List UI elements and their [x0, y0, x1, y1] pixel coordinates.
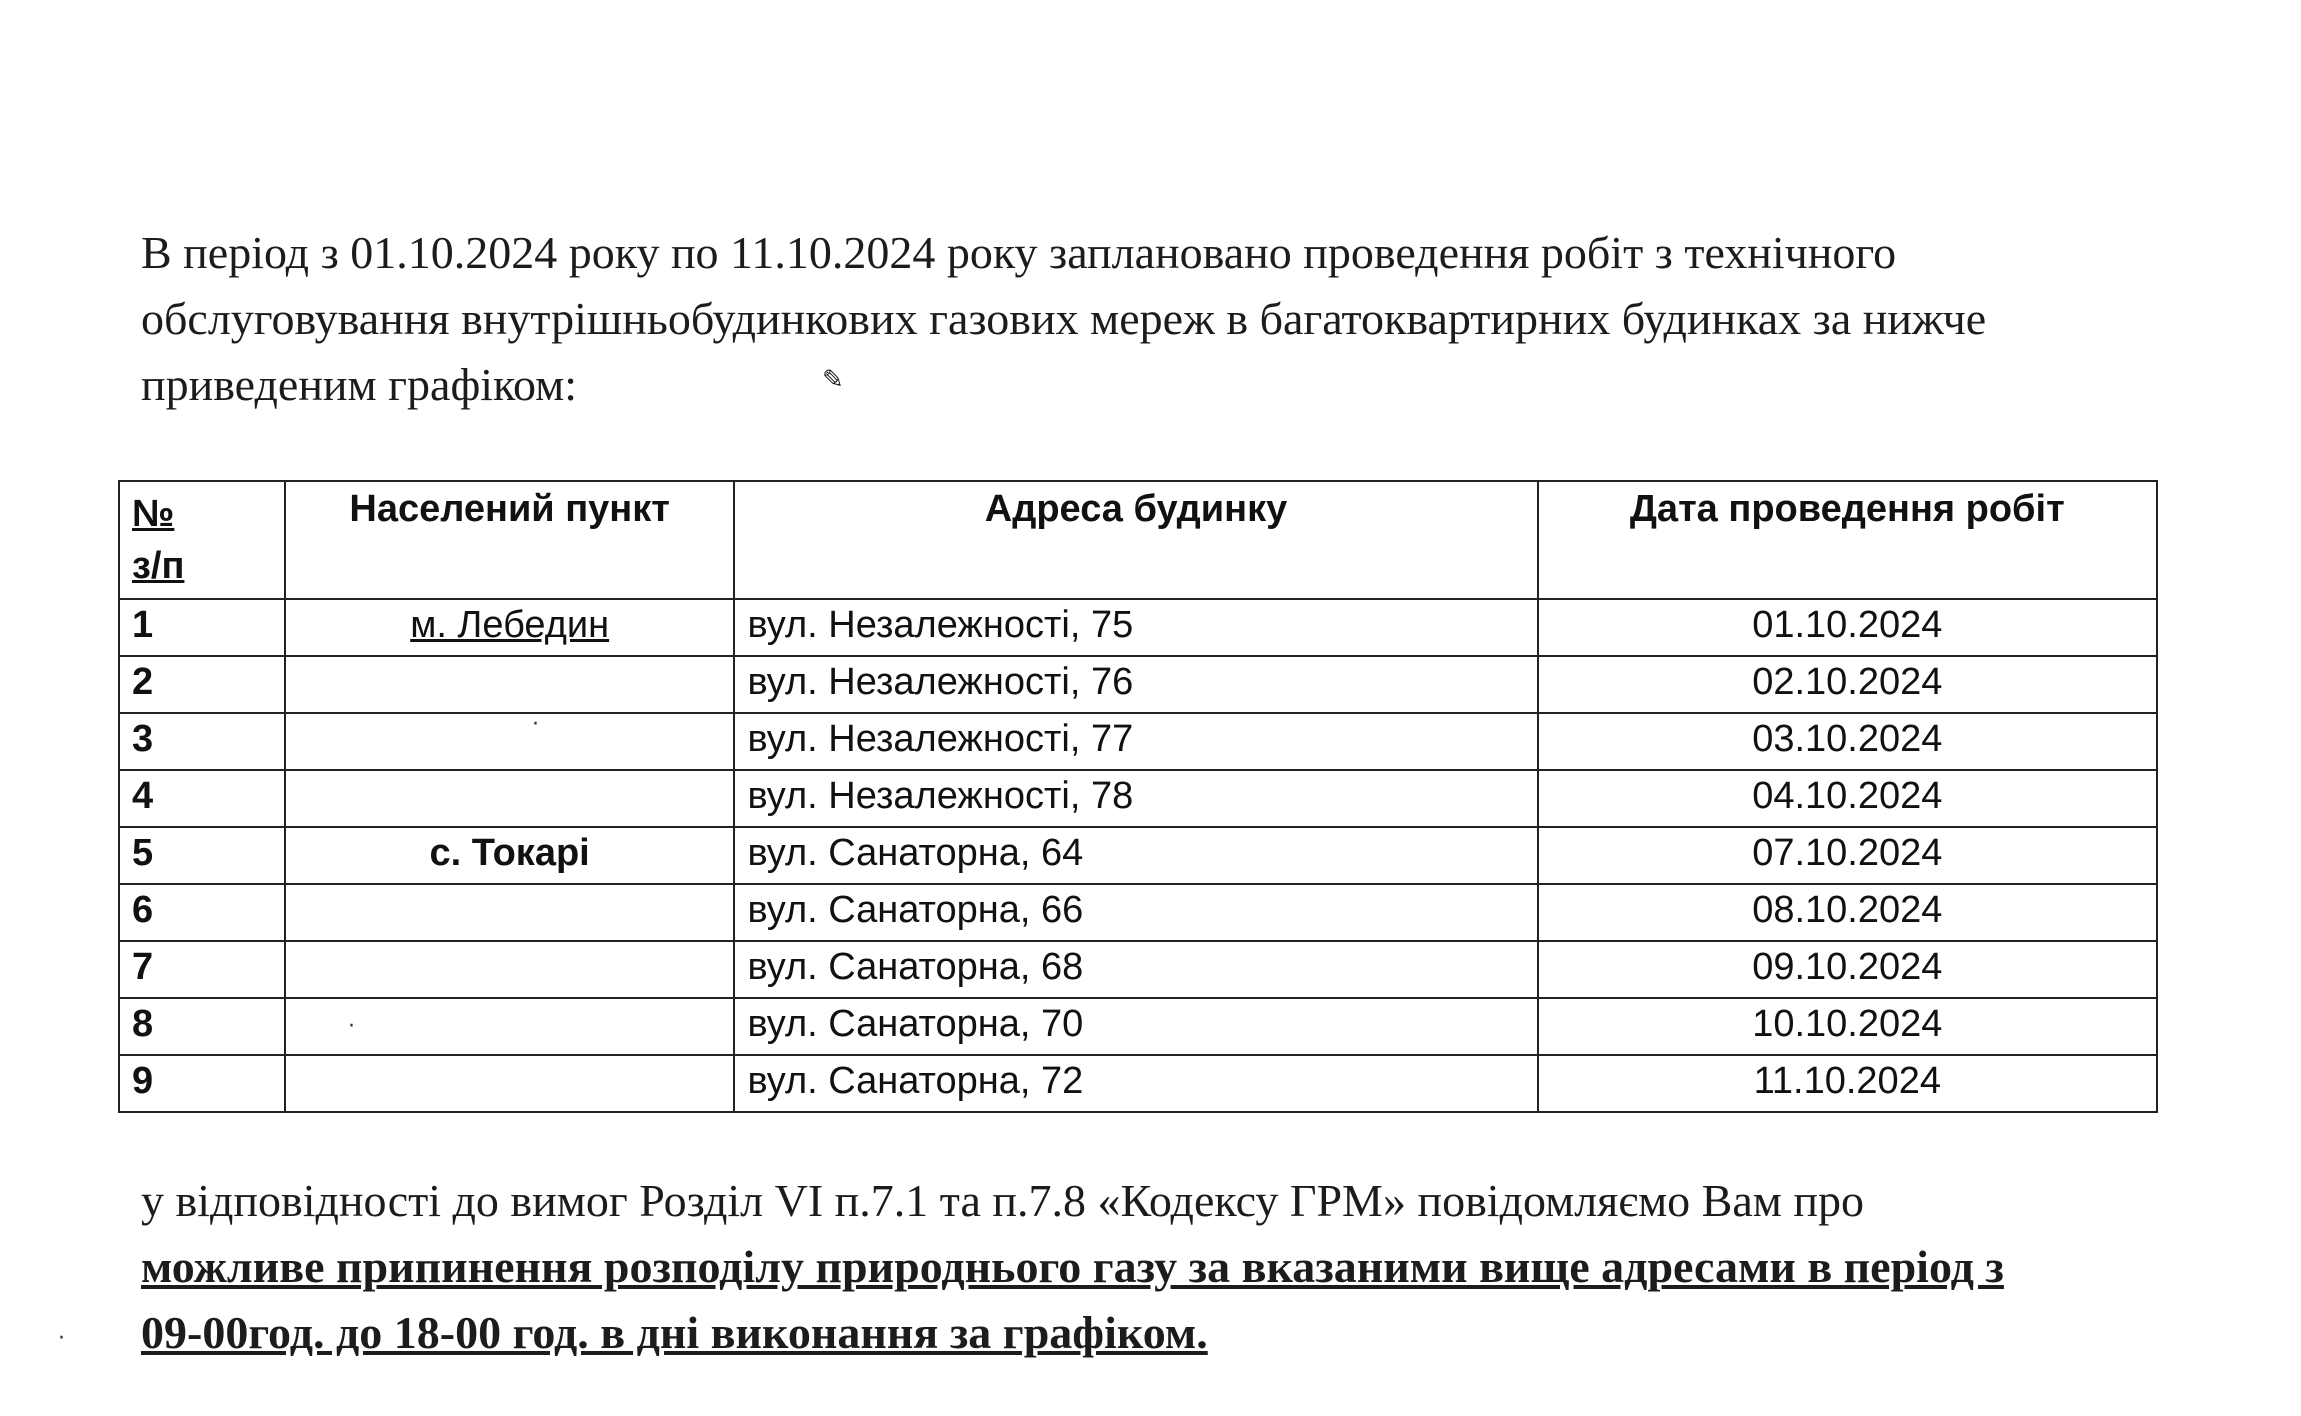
- table-row: [119, 827, 2157, 884]
- scan-artifact-mark: ✎: [822, 365, 844, 395]
- table-row: [119, 599, 2157, 656]
- table-row: [119, 998, 2157, 1055]
- row-address: вул. Санаторна, 64: [734, 827, 1537, 884]
- scan-dot: ·: [58, 1326, 65, 1351]
- outro-paragraph: [141, 1168, 2241, 1366]
- row-number: 9: [119, 1055, 285, 1112]
- row-date: 11.10.2024: [1538, 1055, 2157, 1112]
- table-row: [119, 941, 2157, 998]
- row-date: 04.10.2024: [1538, 770, 2157, 827]
- intro-line-1: В період з 01.10.2024 року по 11.10.2024 року заплановано проведення робіт з технічного: [141, 227, 1897, 278]
- table-row: [119, 1055, 2157, 1112]
- row-date: 02.10.2024: [1538, 656, 2157, 713]
- row-date: 07.10.2024: [1538, 827, 2157, 884]
- row-place: с. Токарі: [285, 827, 735, 884]
- intro-paragraph: [141, 220, 2211, 418]
- row-place: [285, 656, 735, 713]
- row-number: 7: [119, 941, 285, 998]
- row-number: 4: [119, 770, 285, 827]
- row-address: вул. Санаторна, 66: [734, 884, 1537, 941]
- header-place: Населений пункт: [285, 481, 735, 599]
- row-address: вул. Санаторна, 72: [734, 1055, 1537, 1112]
- header-address: Адреса будинку: [734, 481, 1537, 599]
- row-date: 10.10.2024: [1538, 998, 2157, 1055]
- row-place: [285, 713, 735, 770]
- row-address: вул. Санаторна, 70: [734, 998, 1537, 1055]
- row-place: [285, 1055, 735, 1112]
- row-address: вул. Незалежності, 76: [734, 656, 1537, 713]
- row-number: 3: [119, 713, 285, 770]
- row-place: м. Лебедин: [285, 599, 735, 656]
- table-row: [119, 713, 2157, 770]
- row-number: 6: [119, 884, 285, 941]
- row-number: 2: [119, 656, 285, 713]
- scan-dot: ·: [348, 1014, 355, 1039]
- row-date: 03.10.2024: [1538, 713, 2157, 770]
- row-number: 5: [119, 827, 285, 884]
- table-row: [119, 656, 2157, 713]
- row-date: 01.10.2024: [1538, 599, 2157, 656]
- table-row: [119, 770, 2157, 827]
- row-address: вул. Незалежності, 77: [734, 713, 1537, 770]
- row-address: вул. Незалежності, 75: [734, 599, 1537, 656]
- table-header-row: [119, 481, 2157, 599]
- table-row: [119, 884, 2157, 941]
- row-number: 1: [119, 599, 285, 656]
- row-number: 8: [119, 998, 285, 1055]
- row-date: 09.10.2024: [1538, 941, 2157, 998]
- schedule-table: [118, 480, 2158, 1113]
- row-place: [285, 770, 735, 827]
- header-date: Дата проведення робіт: [1538, 481, 2157, 599]
- row-address: вул. Санаторна, 68: [734, 941, 1537, 998]
- scan-dot: ·: [532, 712, 539, 737]
- intro-line-3: приведеним графіком:: [141, 359, 578, 410]
- outro-line-3: 09-00год. до 18-00 год. в дні виконання за графіком.: [141, 1307, 1208, 1358]
- row-place: [285, 884, 735, 941]
- row-date: 08.10.2024: [1538, 884, 2157, 941]
- outro-line-1: у відповідності до вимог Розділ VI п.7.1 та п.7.8 «Кодексу ГРМ» повідомляємо Вам про: [141, 1175, 1865, 1226]
- intro-line-2: обслуговування внутрішньобудинкових газових мереж в багатоквартирних будинках за нижче: [141, 293, 1987, 344]
- header-number: № з/п: [119, 481, 285, 599]
- row-place: [285, 941, 735, 998]
- row-address: вул. Незалежності, 78: [734, 770, 1537, 827]
- outro-line-2: можливе припинення розподілу природнього газу за вказаними вище адресами в період з: [141, 1241, 2004, 1292]
